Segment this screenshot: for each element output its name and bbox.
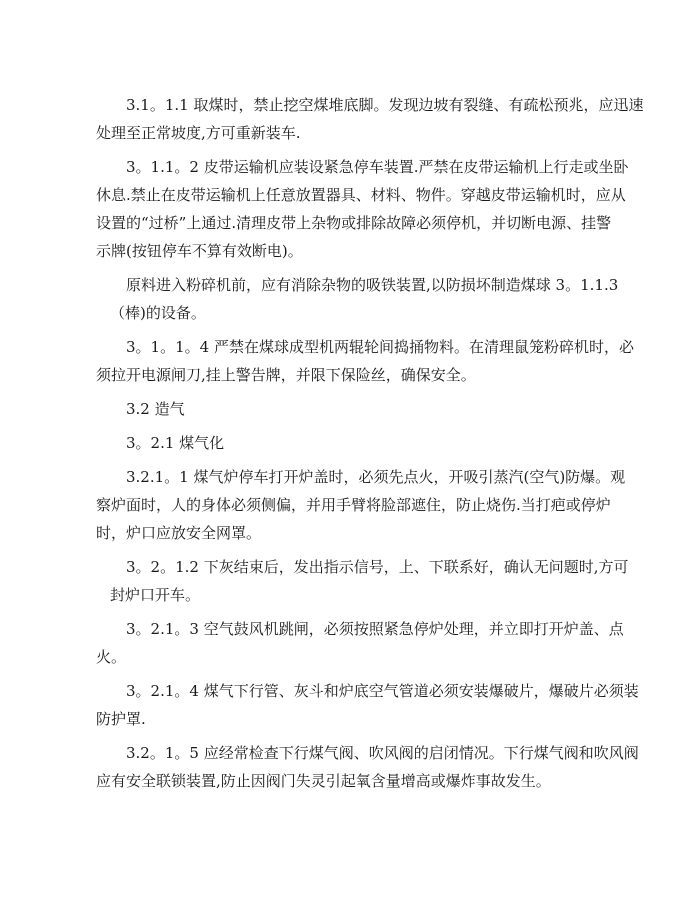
- text-line: （棒)的设备。: [110, 304, 206, 322]
- text-line: 应有安全联锁装置,防止因阀门失灵引起氧含量增高或爆炸事故发生。: [96, 772, 551, 790]
- heading-text: 3。2.1 煤气化: [126, 434, 225, 452]
- section-heading-3-2: [96, 395, 596, 423]
- text-line: 察炉面时，人的身体必须侧偏，并用手臂将脸部遮住，防止烧伤.当打疤或停炉: [96, 496, 611, 514]
- paragraph-3-2-1-3: [96, 615, 624, 671]
- text-line: 3.2。1。5 应经常检查下行煤气阀、吹风阀的启闭情况。下行煤气阀和吹风阀: [126, 744, 639, 762]
- paragraph-3-2-1-5: [96, 739, 639, 795]
- heading-text: 3.2 造气: [126, 400, 185, 418]
- text-line: 3。1。1。4 严禁在煤球成型机两辊轮间捣捅物料。在清理鼠笼粉碎机时，必: [126, 338, 634, 356]
- text-line: 防护罩.: [96, 710, 146, 728]
- text-line: 原料进入粉碎机前，应有消除杂物的吸铁装置,以防损坏制造煤球 3。1.1.3: [126, 276, 619, 294]
- text-line: 示牌(按钮停车不算有效断电)。: [96, 242, 303, 260]
- text-line: 设置的“过桥”上通过.清理皮带上杂物或排除故障必须停机，并切断电源、挂警: [96, 214, 612, 232]
- text-line: 休息.禁止在皮带运输机上任意放置器具、材料、物件。穿越皮带运输机时，应从: [96, 186, 626, 204]
- text-line: 3。2.1。4 煤气下行管、灰斗和炉底空气管道必须安装爆破片，爆破片必须装: [126, 682, 639, 700]
- paragraph-3-2-1-4: [96, 677, 639, 733]
- text-line: 3。2.1。3 空气鼓风机跳闸，必须按照紧急停炉处理，并立即打开炉盖、点: [126, 620, 624, 638]
- paragraph-raw-material: [96, 271, 619, 327]
- text-line: 3.2.1。1 煤气炉停车打开炉盖时，必须先点火，开吸引蒸汽(空气)防爆。观: [126, 468, 626, 486]
- text-line: 处理至正常坡度,方可重新装车.: [96, 124, 301, 142]
- text-line: 3。1.1。2 皮带运输机应装设紧急停车装置.严禁在皮带运输机上行走或坐卧: [126, 158, 629, 176]
- text-line: 3。2。1.2 下灰结束后，发出指示信号，上、下联系好，确认无问题时,方可: [126, 558, 629, 576]
- section-heading-3-2-1: [96, 429, 596, 457]
- paragraph-3-2-1-2: [96, 553, 629, 609]
- document-body: [96, 91, 644, 801]
- paragraph-3-2-1-1: [96, 463, 626, 547]
- text-line: 3.1。1.1 取煤时，禁止挖空煤堆底脚。发现边坡有裂缝、有疏松预兆，应迅速: [126, 96, 644, 114]
- text-line: 封炉口开车。: [110, 586, 201, 604]
- paragraph-3-1-1-2: [96, 153, 629, 265]
- text-line: 时，炉口应放安全网罩。: [96, 524, 262, 542]
- text-line: 火。: [96, 648, 127, 666]
- text-line: 须拉开电源闸刀,挂上警告牌，并限下保险丝，确保安全。: [96, 366, 476, 384]
- paragraph-3-1-1-1: [96, 91, 644, 147]
- paragraph-3-1-1-4: [96, 333, 634, 389]
